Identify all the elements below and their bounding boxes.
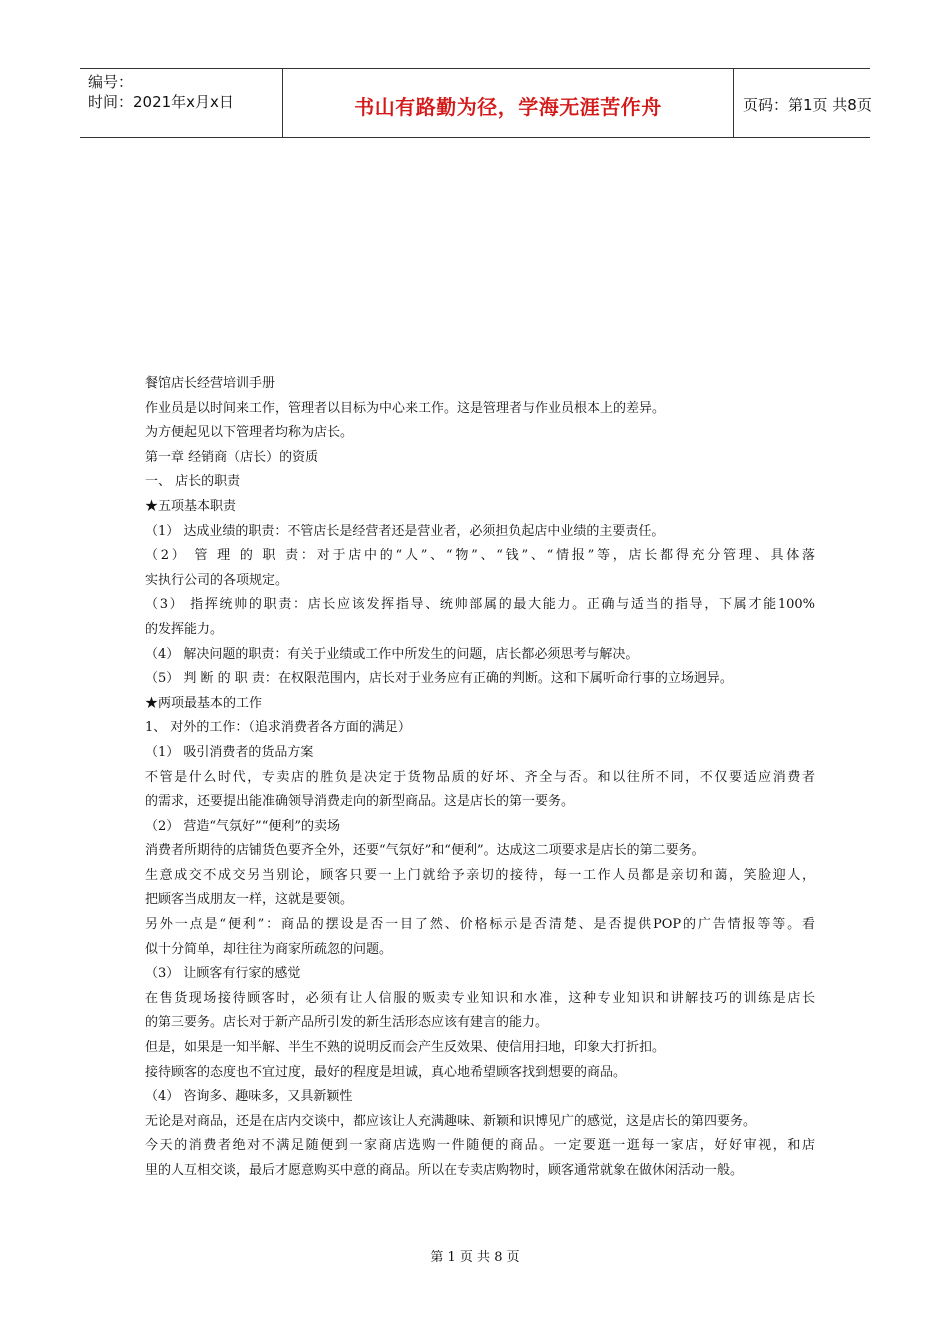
body-line: 接待顾客的态度也不宜过度，最好的程度是坦诚，真心地希望顾客找到想要的商品。 (145, 1064, 627, 1080)
body-line: 另外一点是“便利”：商品的摆设是否一目了然、价格标示是否清楚、是否提供POP的广告情报等等。看 (145, 917, 815, 933)
body-line: 把顾客当成朋友一样，这就是要领。 (145, 892, 354, 908)
header-motto-cell (282, 69, 734, 137)
body-line: （2） 营造“气氛好”“便利”的卖场 (145, 818, 340, 834)
body-line: 不管是什么时代，专卖店的胜负是决定于货物品质的好坏、齐全与否。和以往所不同，不仅要适应消费者 (145, 769, 815, 785)
header-table (80, 68, 870, 138)
header-left-cell (80, 69, 282, 137)
body-line: 为方便起见以下管理者均称为店长。 (145, 425, 354, 441)
body-line: 实执行公司的各项规定。 (145, 572, 289, 588)
body-line: 一、 店长的职责 (145, 474, 241, 490)
body-line: ★两项最基本的工作 (145, 695, 263, 711)
body-line: 似十分简单，却往往为商家所疏忽的问题。 (145, 941, 393, 957)
body-line: 的发挥能力。 (145, 621, 224, 637)
body-line: 在售货现场接待顾客时，必须有让人信服的贩卖专业知识和水准，这种专业知识和讲解技巧的训练是店长 (145, 990, 815, 1006)
body-line: （3） 让顾客有行家的感觉 (145, 966, 301, 982)
body-line: 的需求，还要提出能准确领导消费走向的新型商品。这是店长的第一要务。 (145, 794, 575, 810)
body-line: （1） 达成业绩的职责：不管店长是经营者还是营业者，必须担负起店中业绩的主要责任。 (145, 523, 665, 539)
motto-text: 书山有路勤为径，学海无涯苦作舟 (354, 95, 662, 119)
body-line: 里的人互相交谈，最后才愿意购买中意的商品。所以在专卖店购物时，顾客通常就象在做休闲活动一般。 (145, 1163, 744, 1178)
body-line: 作业员是以时间来工作，管理者以目标为中心来工作。这是管理者与作业员根本上的差异。 (145, 400, 666, 416)
document-date: 时间：2021年x月x日 (88, 93, 234, 111)
body-line: 消费者所期待的店铺货色要齐全外，还要“气氛好”和“便利”。达成这二项要求是店长的第二要务。 (145, 843, 705, 859)
body-line: （2） 管 理 的 职 责：对于店中的“人”、“物”、“钱”、“情报”等，店长都得充分管理、具体落 (145, 548, 815, 564)
body-line: 第一章 经销商（店长）的资质 (145, 449, 319, 465)
body-line: 今天的消费者绝对不满足随便到一家商店选购一件随便的商品。一定要逛一逛每一家店，好好审视，和店 (145, 1138, 815, 1154)
body-line: 餐馆店长经营培训手册 (145, 376, 276, 391)
body-line: ★五项基本职责 (145, 498, 237, 514)
body-line: （1） 吸引消费者的货品方案 (145, 744, 314, 760)
document-body (145, 372, 815, 1184)
body-line: 生意成交不成交另当别论，顾客只要一上门就给予亲切的接待，每一工作人员都是亲切和蔼，笑脸迎人， (145, 867, 815, 883)
body-line: （3） 指挥统帅的职责：店长应该发挥指导、统帅部属的最大能力。正确与适当的指导，下属才能100% (145, 597, 815, 613)
body-line: （5） 判 断 的 职 责：在权限范围内，店长对于业务应有正确的判断。这和下属听命行事的立场迥异。 (145, 671, 733, 687)
document-number-label: 编号： (88, 73, 134, 91)
body-line: （4） 咨询多、趣味多，又具新颖性 (145, 1089, 353, 1105)
header-page-cell (733, 69, 870, 137)
body-line: 但是，如果是一知半解、半生不熟的说明反而会产生反效果、使信用扫地，印象大打折扣。 (145, 1040, 666, 1056)
page-footer: 第 1 页 共 8 页 (430, 1250, 520, 1265)
body-line: 1、 对外的工作：（追求消费者各方面的满足） (145, 720, 411, 736)
body-line: 的第三要务。店长对于新产品所引发的新生活形态应该有建言的能力。 (145, 1015, 549, 1031)
body-line: （4） 解决问题的职责：有关于业绩或工作中所发生的问题，店长都必须思考与解决。 (145, 646, 639, 662)
page-code: 页码：第1页 共8页 (743, 96, 872, 114)
body-line: 无论是对商品，还是在店内交谈中，都应该让人充满趣味、新颖和识博见广的感觉，这是店长的第四要务。 (145, 1113, 757, 1129)
